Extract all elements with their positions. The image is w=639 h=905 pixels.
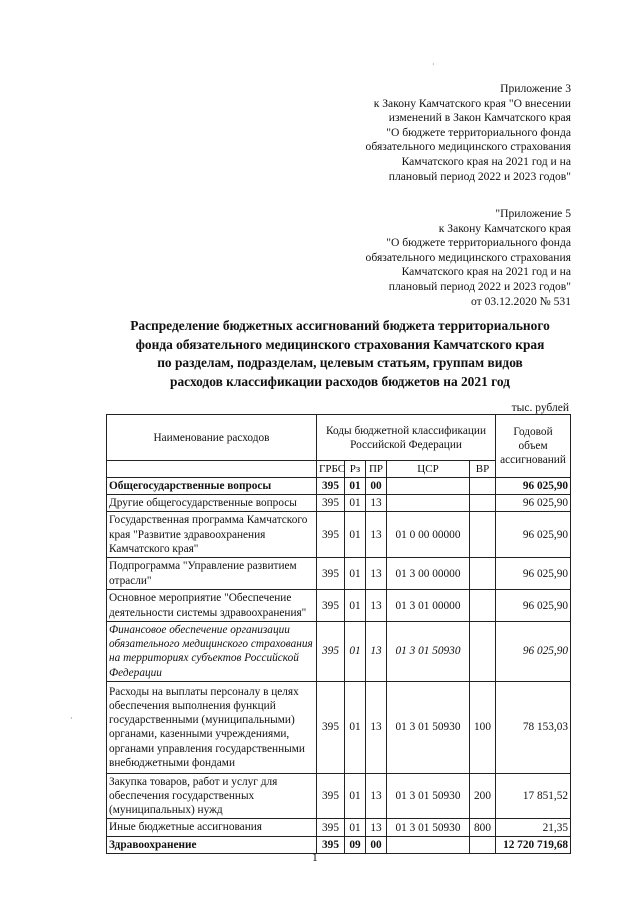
row-rz: 01 bbox=[345, 681, 366, 773]
row-csr: 01 3 01 50930 bbox=[387, 819, 470, 836]
row-pr: 13 bbox=[366, 558, 387, 590]
document-title bbox=[90, 317, 590, 391]
row-amount: 96 025,90 bbox=[496, 622, 571, 682]
row-name: Финансовое обеспечение организации обязательного медицинского страхования на территориях субъектов Российской Федерации bbox=[107, 622, 317, 682]
table-row bbox=[107, 819, 571, 836]
table-row bbox=[107, 836, 571, 853]
row-rz: 01 bbox=[345, 819, 366, 836]
row-name: Общегосударственные вопросы bbox=[107, 478, 317, 495]
row-amount: 96 025,90 bbox=[496, 558, 571, 590]
row-name: Подпрограмма "Управление развитием отрасли" bbox=[107, 558, 317, 590]
row-amount: 17 851,52 bbox=[496, 773, 571, 819]
table-row bbox=[107, 681, 571, 773]
annex-line: "Приложение 5 bbox=[495, 207, 571, 220]
budget-table bbox=[106, 414, 571, 854]
row-pr: 13 bbox=[366, 512, 387, 558]
row-amount: 12 720 719,68 bbox=[496, 836, 571, 853]
row-csr: 01 3 00 00000 bbox=[387, 558, 470, 590]
header-rz: Рз bbox=[345, 461, 366, 478]
row-amount: 96 025,90 bbox=[496, 512, 571, 558]
row-rz: 01 bbox=[345, 622, 366, 682]
row-pr: 13 bbox=[366, 622, 387, 682]
header-pr: ПР bbox=[366, 461, 387, 478]
row-csr bbox=[387, 495, 470, 512]
annex-line: плановый период 2022 и 2023 годов" bbox=[388, 279, 571, 293]
table-row bbox=[107, 512, 571, 558]
row-grbs: 395 bbox=[317, 558, 345, 590]
header-csr: ЦСР bbox=[387, 461, 470, 478]
annex-line: Камчатского края на 2021 год и на bbox=[401, 265, 571, 279]
row-vr: 200 bbox=[470, 773, 496, 819]
row-csr bbox=[387, 836, 470, 853]
annex-line: "О бюджете территориального фонда bbox=[386, 125, 571, 139]
row-pr: 13 bbox=[366, 681, 387, 773]
row-rz: 01 bbox=[345, 512, 366, 558]
row-pr: 13 bbox=[366, 495, 387, 512]
scan-speck: · bbox=[70, 714, 73, 723]
annex-5-header bbox=[366, 207, 571, 309]
annex-line: к Закону Камчатского края "О внесении bbox=[373, 96, 571, 110]
row-name: Иные бюджетные ассигнования bbox=[107, 819, 317, 836]
annex-line: обязательного медицинского страхования bbox=[365, 250, 571, 264]
row-vr: 800 bbox=[470, 819, 496, 836]
row-pr: 13 bbox=[366, 590, 387, 622]
row-grbs: 395 bbox=[317, 512, 345, 558]
annex-line: Приложение 3 bbox=[500, 82, 571, 95]
units-label: тыс. рублей bbox=[511, 402, 569, 414]
annex-line: к Закону Камчатского края bbox=[438, 221, 571, 235]
row-name: Основное мероприятие "Обеспечение деятельности системы здравоохранения" bbox=[107, 590, 317, 622]
row-vr bbox=[470, 512, 496, 558]
row-pr: 00 bbox=[366, 478, 387, 495]
row-grbs: 395 bbox=[317, 478, 345, 495]
table-row bbox=[107, 590, 571, 622]
row-grbs: 395 bbox=[317, 681, 345, 773]
header-codes: Коды бюджетной классификации Российской Федерации bbox=[317, 415, 496, 461]
row-name: Закупка товаров, работ и услуг для обеспечения государственных (муниципальных) нужд bbox=[107, 773, 317, 819]
row-pr: 13 bbox=[366, 773, 387, 819]
row-vr bbox=[470, 495, 496, 512]
scan-speck: · bbox=[432, 60, 435, 69]
row-rz: 01 bbox=[345, 495, 366, 512]
row-name: Другие общегосударственные вопросы bbox=[107, 495, 317, 512]
row-rz: 09 bbox=[345, 836, 366, 853]
title-line: расходов классификации расходов бюджетов на 2021 год bbox=[170, 373, 510, 389]
annex-line: "О бюджете территориального фонда bbox=[386, 236, 571, 250]
row-amount: 21,35 bbox=[496, 819, 571, 836]
row-name: Здравоохранение bbox=[107, 836, 317, 853]
table-row bbox=[107, 558, 571, 590]
row-csr: 01 3 01 00000 bbox=[387, 590, 470, 622]
row-vr bbox=[470, 836, 496, 853]
annex-line: от 03.12.2020 № 531 bbox=[470, 294, 571, 308]
table-row bbox=[107, 495, 571, 512]
row-rz: 01 bbox=[345, 558, 366, 590]
row-csr bbox=[387, 478, 470, 495]
table-row bbox=[107, 773, 571, 819]
header-grbs: ГРБС bbox=[317, 461, 345, 478]
header-amount: Годовой объем ассигнований bbox=[496, 415, 571, 478]
annex-line: плановый период 2022 и 2023 годов" bbox=[388, 169, 571, 183]
header-vr: ВР bbox=[470, 461, 496, 478]
annex-line: обязательного медицинского страхования bbox=[365, 140, 571, 154]
row-pr: 00 bbox=[366, 836, 387, 853]
row-name: Государственная программа Камчатского края "Развитие здравоохранения Камчатского края" bbox=[107, 512, 317, 558]
row-amount: 96 025,90 bbox=[496, 495, 571, 512]
row-vr bbox=[470, 558, 496, 590]
annex-line: изменений в Закон Камчатского края bbox=[388, 111, 571, 125]
row-grbs: 395 bbox=[317, 773, 345, 819]
row-rz: 01 bbox=[345, 773, 366, 819]
row-vr bbox=[470, 478, 496, 495]
row-grbs: 395 bbox=[317, 622, 345, 682]
row-rz: 01 bbox=[345, 478, 366, 495]
row-csr: 01 0 00 00000 bbox=[387, 512, 470, 558]
table-row bbox=[107, 478, 571, 495]
title-line: Распределение бюджетных ассигнований бюджета территориального bbox=[130, 318, 550, 333]
row-pr: 13 bbox=[366, 819, 387, 836]
annex-line: Камчатского края на 2021 год и на bbox=[401, 154, 571, 168]
page-number: 1 bbox=[312, 852, 318, 864]
row-csr: 01 3 01 50930 bbox=[387, 622, 470, 682]
row-grbs: 395 bbox=[317, 590, 345, 622]
row-amount: 96 025,90 bbox=[496, 478, 571, 495]
row-vr bbox=[470, 590, 496, 622]
row-amount: 78 153,03 bbox=[496, 681, 571, 773]
row-name: Расходы на выплаты персоналу в целях обеспечения выполнения функций государственными (муниципальными) органами, казенными учреждениями, органами управления государственными внебюджетными фондами bbox=[107, 681, 317, 773]
annex-3-header bbox=[366, 82, 571, 184]
row-grbs: 395 bbox=[317, 819, 345, 836]
row-rz: 01 bbox=[345, 590, 366, 622]
row-grbs: 395 bbox=[317, 836, 345, 853]
title-line: фонда обязательного медицинского страхования Камчатского края bbox=[135, 336, 545, 352]
title-line: по разделам, подразделам, целевым статьям, группам видов bbox=[157, 355, 523, 370]
row-csr: 01 3 01 50930 bbox=[387, 681, 470, 773]
row-grbs: 395 bbox=[317, 495, 345, 512]
row-vr: 100 bbox=[470, 681, 496, 773]
table-row bbox=[107, 622, 571, 682]
row-csr: 01 3 01 50930 bbox=[387, 773, 470, 819]
row-amount: 96 025,90 bbox=[496, 590, 571, 622]
header-name-blank bbox=[107, 461, 317, 478]
header-name: Наименование расходов bbox=[107, 415, 317, 461]
row-vr bbox=[470, 622, 496, 682]
